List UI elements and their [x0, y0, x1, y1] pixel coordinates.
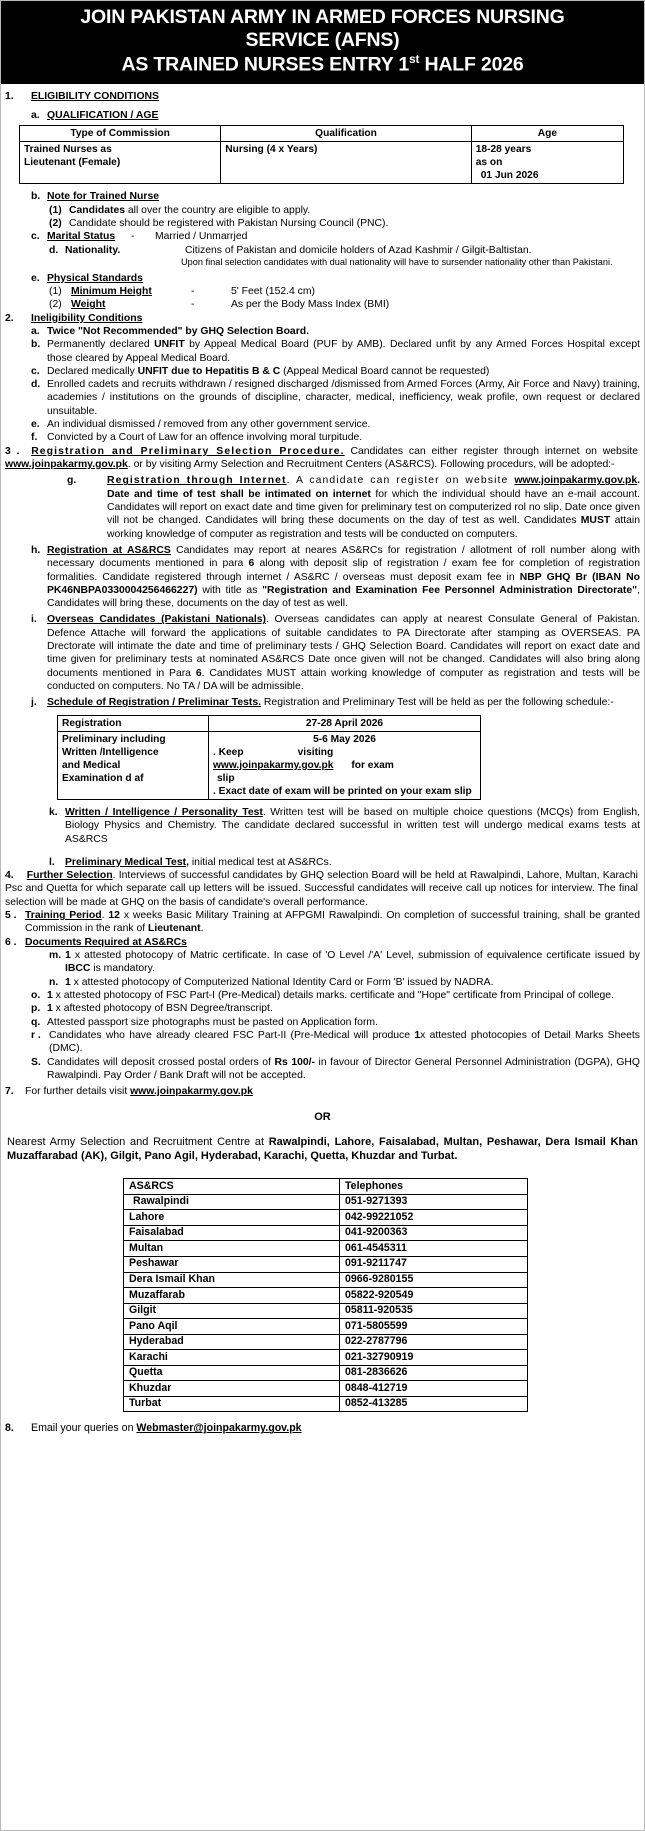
section-1b-item-2	[49, 217, 640, 230]
section-2-item-d	[31, 378, 640, 418]
section-1c-title: Marital Status	[47, 231, 116, 243]
weight-item-label: Weight	[71, 299, 106, 311]
table-row	[124, 1303, 528, 1319]
section-1b-item-1	[49, 204, 640, 217]
registration-dates: 27-28 April 2026	[305, 717, 384, 729]
section-7-number: 7.	[5, 1086, 14, 1098]
section-1e-heading	[31, 272, 640, 285]
section-1e-item-2	[49, 298, 640, 311]
contact-header-row	[124, 1179, 528, 1195]
section-8-email-link[interactable]: Webmaster@joinpakarmy.gov.pk	[136, 1422, 302, 1435]
banner-line-1: JOIN PAKISTAN ARMY IN ARMED FORCES NURSING	[80, 6, 565, 28]
section-3k-letter: k.	[49, 806, 58, 818]
col-asrcs: AS&RCS	[124, 1179, 340, 1195]
prelim-label-line-1: Preliminary including	[62, 733, 166, 745]
prelim-for-exam: for exam	[351, 759, 394, 771]
cell-type-of-commission	[20, 142, 221, 184]
contact-city: Dera Ismail Khan	[124, 1272, 340, 1288]
item-c-pre: Declared medically	[47, 365, 138, 377]
section-4-title: Further Selection	[26, 870, 113, 882]
section-3h-t2: along with deposit slip of registration / exam fee for completion of registration formalities. Candidate registered through internet / AS&RC / overseas must deposit exam fee in	[47, 558, 640, 583]
section-3g-link[interactable]: www.joinpakarmy.gov.pk	[514, 475, 638, 487]
section-3h-t3: with title as	[197, 584, 263, 596]
prelim-keep: . Keep	[213, 746, 244, 758]
section-3i-title: Overseas Candidates (Pakistani Nationals)	[47, 614, 267, 626]
banner-line-3-pre: AS TRAINED NURSES ENTRY 1	[121, 53, 410, 76]
prelim-website-link[interactable]: www.joinpakarmy.gov.pk	[213, 759, 334, 771]
banner-line-3	[7, 52, 638, 77]
table-row	[124, 1381, 528, 1397]
item-r-post: x attested photocopies of Detail Marks Sheets (DMC).	[49, 1029, 640, 1055]
section-7-text	[25, 1085, 640, 1098]
section-4-paragraph	[5, 869, 638, 909]
weight-item-number: (2)	[49, 299, 62, 311]
section-3-title: Registration and Preliminary Selection Procedure.	[31, 445, 345, 457]
table-row	[124, 1350, 528, 1366]
item-m-text	[65, 949, 640, 976]
section-3k-title: Written / Intelligence / Personality Test	[65, 806, 263, 818]
schedule-row-preliminary	[58, 731, 481, 799]
section-1c-letter: c.	[31, 231, 40, 243]
section-3h-t4: , Candidates will bring these, documents on the day of test as well.	[47, 584, 640, 610]
contact-city: Rawalpindi	[124, 1194, 340, 1210]
item-r-bold2: 1	[414, 1029, 421, 1041]
section-6-item-m	[49, 949, 640, 976]
contact-city: Peshawar	[124, 1256, 340, 1272]
contact-phone: 05811-920535	[340, 1303, 528, 1319]
preliminary-dates: 5-6 May 2026	[313, 733, 376, 745]
section-2-title: Ineligibility Conditions	[31, 312, 143, 324]
item-b-letter: b.	[31, 339, 41, 351]
section-1d-row	[49, 244, 640, 257]
section-1-heading	[5, 90, 640, 103]
item-a-letter: a.	[31, 325, 40, 337]
item-b-bold: UNFIT	[154, 339, 185, 351]
section-1c-value: Married / Unmarrjed	[155, 231, 248, 243]
contact-phone: 0966-9280155	[340, 1272, 528, 1288]
prelim-label-line-2: Written /Intelligence	[62, 746, 159, 758]
item-r-letter: r .	[31, 1029, 41, 1041]
contact-city: Lahore	[124, 1210, 340, 1226]
item-c-letter: c.	[31, 365, 40, 377]
table-row	[124, 1225, 528, 1241]
item-f-letter: f.	[31, 432, 38, 444]
section-3j-body: Registration and Preliminary Test will be held as per the following schedule:-	[261, 697, 614, 709]
section-1-title: ELIGIBILITY CONDITIONS	[31, 90, 159, 102]
contact-phone: 042-99221052	[340, 1210, 528, 1226]
section-5-mid: x weeks Basic Military Training at AFPGMI Rawalpindi. On completion of successful training, shall be granted Commission in the rank of	[25, 910, 640, 935]
section-3g-mid: for which the individual should have an e-mail account. Candidates will report on exact date and time given for preliminary test on computerized rol no slip. Date once given vill not be changed. Candidates will bring these documents on the day of test as well. Candidates	[107, 488, 640, 527]
section-3l-block	[49, 856, 640, 869]
col-age: Age	[471, 126, 623, 142]
section-3l-text	[65, 856, 640, 869]
section-3i-para-num: 6	[195, 667, 202, 679]
item-o-mid: x attested photocopy of FSC Part-I (Pre-Medical) details marks. certificate and "Hope" certificate from Principal of college.	[52, 989, 614, 1001]
section-3-intro-post: . or by visiting Army Selection and Recruitment Centers (AS&RCS). Following procedurs, will be adopted:-	[127, 459, 615, 471]
qualification-age-table	[19, 125, 624, 184]
section-2-item-a	[31, 325, 640, 338]
section-5-weeks: 12	[108, 910, 120, 922]
section-8-pre: Email your queries on	[31, 1422, 137, 1435]
item-n-bold1: 1	[65, 976, 71, 988]
contact-phone: 0852-413285	[340, 1396, 528, 1412]
section-3j-text	[47, 696, 640, 709]
section-1d-note: Upon final selection candidates with dual nationality will have to sursender nationality other than Pakistani.	[181, 256, 613, 267]
age-line-3: 01 Jun 2026	[480, 170, 539, 182]
section-1-number: 1.	[5, 90, 14, 102]
item-1-text	[69, 204, 640, 217]
schedule-label-registration: Registration	[58, 715, 209, 731]
section-1e-item-1	[49, 285, 640, 298]
section-6-item-n	[49, 976, 640, 989]
section-3i-t1: . Overseas candidates can apply at nearest Consulate General of Pakistan. Defence Attache will forward the applications of suitable candidates to PA Directorate after stamping as OVERSEAS. PA Drectorate will intimate the date and time of preliminary tests / GHQ Selection Board. Candidates will report on exact date and time given for preliminary tests at nominated AS&RCS Date once given will not be changed. Candidates will also bring along documents mentioned in Para	[47, 614, 640, 679]
section-4-body: . Interviews of successful candidates by GHQ selection Board will be held at Rawalpindi, Lahore, Multan, Karachi Psc and Quetta for which separate call up letters will be issued. Successful candidates will receive call up notices for interview. The final selection will be made at GHQ on the basis of candidate's overall performance.	[5, 870, 638, 908]
section-7-website-link[interactable]: www.joinpakarmy.gov.pk	[130, 1086, 253, 1098]
section-3-number: 3 .	[5, 445, 20, 457]
section-1d-value: Citizens of Pakistan and domicile holders of Azad Kashmir / Gilgit-Baltistan.	[185, 244, 532, 256]
type-line-2: Lieutenant (Female)	[24, 157, 121, 169]
section-8-block	[5, 1422, 640, 1436]
section-3i-text	[47, 613, 640, 693]
section-3-paragraph	[5, 445, 638, 472]
col-qualification: Qualification	[221, 126, 471, 142]
weight-item-dash: -	[191, 299, 195, 311]
item-s-pre: Candidates will deposit crossed postal orders of	[47, 1056, 275, 1068]
section-3k-block	[49, 806, 640, 846]
section-1a-title: QUALIFICATION / AGE	[47, 109, 159, 121]
banner-line-2: SERVICE (AFNS)	[245, 29, 400, 51]
contact-city: Quetta	[124, 1365, 340, 1381]
item-2-number: (2)	[49, 217, 62, 229]
item-p-bold1: 1	[47, 1003, 53, 1015]
item-e-text: An individual dismissed / removed from any other government service.	[47, 419, 371, 431]
section-3j-title: Schedule of Registration / Preliminar Tests.	[47, 697, 262, 709]
section-3h-t1: Candidates may report at neares AS&RCs for registration / allotment of roll number along with necessary documents mentioned in para	[47, 544, 641, 570]
contact-city: Turbat	[124, 1396, 340, 1412]
or-separator: OR	[314, 1111, 331, 1124]
item-1-rest: all over the country are eligible to apply.	[125, 204, 311, 216]
item-c-text	[47, 365, 640, 378]
section-3h-text	[47, 544, 640, 611]
schedule-row-registration	[58, 715, 481, 731]
table-row	[124, 1210, 528, 1226]
item-s-text	[47, 1056, 640, 1083]
item-m-letter: m.	[49, 950, 62, 962]
item-d-letter: d.	[31, 379, 41, 391]
contact-city: Multan	[124, 1241, 340, 1257]
section-3i-letter: i.	[31, 614, 37, 626]
schedule-table	[57, 715, 481, 800]
col-type-of-commission: Type of Commission	[20, 126, 221, 142]
section-3h-title-quote: "Registration and Examination Fee Personnel Administration Directorate"	[262, 584, 638, 596]
item-q-text: Attested passport size photographs must be pasted on Application form.	[47, 1016, 378, 1028]
section-1d-title: Nationality.	[65, 244, 121, 256]
section-3g-title: Registration through Internet	[107, 475, 287, 487]
height-item-value: 5' Feet (152.4 cm)	[231, 285, 315, 297]
section-1b-letter: b.	[31, 191, 41, 203]
item-p-mid: x aftested photocopy of BSN Degree/transcript.	[52, 1003, 273, 1015]
section-2-item-e	[31, 418, 640, 431]
contact-phone: 022-2787796	[340, 1334, 528, 1350]
item-d-text: Enrolled cadets and recruits withdrawn / resigned discharged /dismissed from Armed Forces (Army, Air Force and Navy) training, academies / institutions on the grounds of discipline, character, medical, inefficiency, weak profile, own request or declared unsuitable.	[47, 379, 640, 417]
prelim-label-line-3: and Medical	[62, 759, 121, 771]
contact-phone: 0848-412719	[340, 1381, 528, 1397]
section-3h-para-num: 6	[248, 558, 255, 570]
item-1-number: (1)	[49, 204, 62, 216]
section-3h-letter: h.	[31, 544, 41, 556]
section-3h-bank: NBP GHQ Br (IBAN No PK46NBPA0330004256466227)	[47, 571, 640, 596]
table-row	[124, 1334, 528, 1350]
item-s-mid: in favour of Director General Personnel Administration (DGPA), GHQ Rawalpindi. Pay Order / Bank Draft will not be accepted.	[47, 1056, 641, 1081]
section-6-item-s	[31, 1056, 640, 1083]
section-5-title: Training Period	[25, 910, 102, 922]
section-6-title: Documents Required at AS&RCs	[25, 936, 187, 948]
prelim-bullet-1-link-row	[213, 759, 476, 772]
section-2-number: 2.	[5, 312, 14, 324]
contact-city: Gilgit	[124, 1303, 340, 1319]
contact-city: Khuzdar	[124, 1381, 340, 1397]
section-1c-row	[31, 230, 640, 243]
section-6-item-q	[31, 1016, 640, 1029]
contact-city: Karachi	[124, 1350, 340, 1366]
section-6-item-r	[31, 1029, 640, 1056]
section-5-post: .	[200, 923, 204, 935]
item-b-text	[47, 338, 640, 365]
item-e-letter: e.	[31, 419, 40, 431]
section-6-heading	[5, 936, 640, 949]
section-8-text	[31, 1422, 302, 1436]
centres-pre: Nearest Army Selection and Recruitment Centre at	[7, 1135, 269, 1148]
section-1b-heading	[31, 190, 640, 203]
contact-city: Pano Aqil	[124, 1319, 340, 1335]
item-m-mid: x attested photocopy of Matric certificate. In case of 'O Level /'A' Level, submission of equivalence certificate issued by	[70, 950, 640, 962]
section-3h-block	[31, 544, 640, 611]
item-c-bold: UNFIT due to Hepatitis B & C	[137, 365, 281, 377]
contact-phone: 091-9211747	[340, 1256, 528, 1272]
table-row	[124, 1194, 528, 1210]
table-row	[124, 1288, 528, 1304]
section-5-block	[5, 909, 640, 936]
section-3g-pre: . A candidate can register on website	[286, 475, 515, 487]
section-6-item-p	[31, 1002, 640, 1015]
contact-phone: 051-9271393	[340, 1194, 528, 1210]
centres-list: Rawalpindi, Lahore, Faisalabad, Multan, Peshawar, Dera Ismail Khan Muzaffarabad (AK), Gilgit, Pano Agil, Hyderabad, Karachi, Quetta, Khuzdar and Turbat.	[7, 1135, 639, 1163]
prelim-label-line-4: Examination d af	[62, 772, 144, 784]
header-banner	[1, 1, 644, 84]
section-3h-title: Registration at AS&RCS	[47, 544, 171, 556]
item-c-post: (Appeal Medical Board cannot be requested)	[280, 365, 490, 377]
section-5-number: 5 .	[5, 910, 17, 922]
table-row	[124, 1396, 528, 1412]
item-2-text: Candidate should be registered with Pakistan Nursing Council (PNC).	[69, 217, 389, 229]
section-3i-block	[31, 613, 640, 693]
section-3-website-link[interactable]: www.joinpakarmy.gov.pk	[5, 459, 128, 471]
item-n-text	[65, 976, 640, 989]
section-3g-bold: . Date and time of test shall be intimated on internet	[107, 475, 640, 500]
item-n-mid: x attested photocopy of Computerized National Identity Card or Form 'B' issued by NADRA.	[70, 976, 494, 988]
section-3g-post: attain working knowledge of computer as registration and tests will be conducted on computers.	[107, 515, 640, 540]
table-header-row	[20, 126, 624, 142]
age-line-1: 18-28 years	[475, 144, 532, 156]
height-item-number: (1)	[49, 285, 62, 297]
contact-phone: 071-5805599	[340, 1319, 528, 1335]
item-b-pre: Permanently declared	[47, 339, 155, 351]
item-p-text	[47, 1002, 640, 1015]
section-3j-letter: j.	[31, 697, 37, 709]
section-3i-t2: . Candidates MUST attain working knowledge of computer as registration and tests will be conducted on computers. No TA / DA will be admissible.	[47, 667, 640, 693]
height-item-dash: -	[191, 285, 195, 297]
section-7-pre: For further details visit	[25, 1086, 131, 1098]
contact-city: Faisalabad	[124, 1225, 340, 1241]
item-f-text: Convicted by a Court of Law for an offence involving moral turpitude.	[47, 432, 363, 444]
section-3l-title: Preliminary Medical Test,	[65, 856, 189, 868]
prelim-bullet-2: . Exact date of exam will be printed on your exam slip	[213, 785, 472, 797]
section-5-pre: .	[101, 910, 109, 922]
section-1a-heading	[31, 109, 640, 122]
section-3l-letter: l.	[49, 856, 55, 868]
item-r-mid: Candidates who have already cleared FSC Part-II (Pre-Medical will produce	[49, 1029, 415, 1041]
prelim-slip: slip	[217, 772, 235, 784]
item-p-letter: p.	[31, 1003, 41, 1015]
height-item-label: Minimum Height	[71, 285, 152, 297]
section-6-number: 6 .	[5, 936, 17, 948]
section-1d-letter: d.	[49, 244, 59, 256]
item-a-text: Twice "Not Recommended" by GHQ Selection Board.	[47, 325, 309, 337]
section-8-number: 8.	[5, 1422, 14, 1435]
section-3l-body: initial medical test at AS&RCs.	[188, 856, 332, 868]
schedule-value-registration	[209, 715, 481, 731]
contact-city: Hyderabad	[124, 1334, 340, 1350]
banner-ordinal-suffix: st	[409, 52, 420, 66]
section-5-text	[25, 909, 640, 936]
section-2-item-c	[31, 365, 640, 378]
contact-city: Muzaffarab	[124, 1288, 340, 1304]
section-1c-dash: -	[131, 231, 135, 243]
contact-phone: 021-32790919	[340, 1350, 528, 1366]
section-2-heading	[5, 312, 640, 325]
section-3k-body: . Written test will be based on multiple choice questions (MCQs) from English, Biology Physics and Chemistry. The candidate declared successful in written test will undergo medical exams tests at AS&RCS	[65, 806, 640, 845]
section-1b-title: Note for Trained Nurse	[47, 191, 160, 203]
item-q-letter: q.	[31, 1016, 41, 1028]
section-7-block	[5, 1085, 640, 1098]
contact-phone: 061-4545311	[340, 1241, 528, 1257]
table-row	[124, 1365, 528, 1381]
cell-age	[471, 142, 623, 184]
type-line-1: Trained Nurses as	[24, 144, 112, 156]
item-b-post: by Appeal Medical Board (PUF by AMB). Declared unfit by any Armed Forces Hospital except those cleared by Appeal Medical Board.	[47, 339, 640, 364]
section-3g-block	[67, 474, 640, 541]
section-6-item-o	[31, 989, 640, 1002]
item-1-bold-lead: Candidates	[69, 204, 126, 216]
table-row	[124, 1256, 528, 1272]
item-o-text	[47, 989, 640, 1002]
contact-phone: 041-9200363	[340, 1225, 528, 1241]
asrc-contact-table	[123, 1178, 528, 1412]
item-r-text	[49, 1029, 640, 1056]
section-1a-letter: a.	[31, 109, 40, 121]
contact-phone: 081-2836626	[340, 1365, 528, 1381]
item-o-letter: o.	[31, 989, 41, 1001]
section-3g-text	[107, 474, 640, 541]
section-2-item-f	[31, 431, 640, 444]
schedule-value-preliminary	[209, 731, 481, 799]
section-5-rank: Lieutenant	[148, 923, 201, 935]
table-row	[124, 1319, 528, 1335]
document-body	[1, 84, 644, 1441]
section-3k-text	[65, 806, 640, 846]
prelim-bullet-1	[213, 746, 476, 759]
table-row	[124, 1241, 528, 1257]
item-m-post: is mandatory.	[90, 963, 155, 975]
banner-line-3-post: HALF 2026	[419, 53, 524, 76]
section-3-intro-pre: Candidates can either register through internet on website	[344, 445, 638, 457]
item-n-letter: n.	[49, 976, 59, 988]
centres-paragraph	[7, 1135, 638, 1165]
schedule-label-preliminary	[58, 731, 209, 799]
item-m-bold2: IBCC	[65, 963, 91, 975]
prelim-visiting: visiting	[297, 746, 334, 758]
item-s-amount: Rs 100/-	[274, 1056, 316, 1068]
contact-phone: 05822-920549	[340, 1288, 528, 1304]
item-s-letter: S.	[31, 1056, 41, 1068]
section-3g-letter: g.	[67, 475, 77, 487]
section-3g-must: MUST	[580, 515, 611, 527]
age-line-2: as on	[475, 157, 503, 169]
table-row	[124, 1272, 528, 1288]
section-3j-block	[31, 696, 640, 709]
section-4-number: 4.	[5, 870, 14, 882]
weight-item-value: As per the Body Mass Index (BMI)	[231, 299, 390, 311]
section-1e-letter: e.	[31, 272, 40, 284]
item-o-bold1: 1	[47, 989, 53, 1001]
col-telephones: Telephones	[340, 1179, 528, 1195]
section-2-item-b	[31, 338, 640, 365]
item-m-bold1: 1	[65, 950, 71, 962]
section-1e-title: Physical Standards	[47, 272, 143, 284]
table-row	[20, 142, 624, 184]
cell-qualification: Nursing (4 x Years)	[221, 142, 471, 184]
